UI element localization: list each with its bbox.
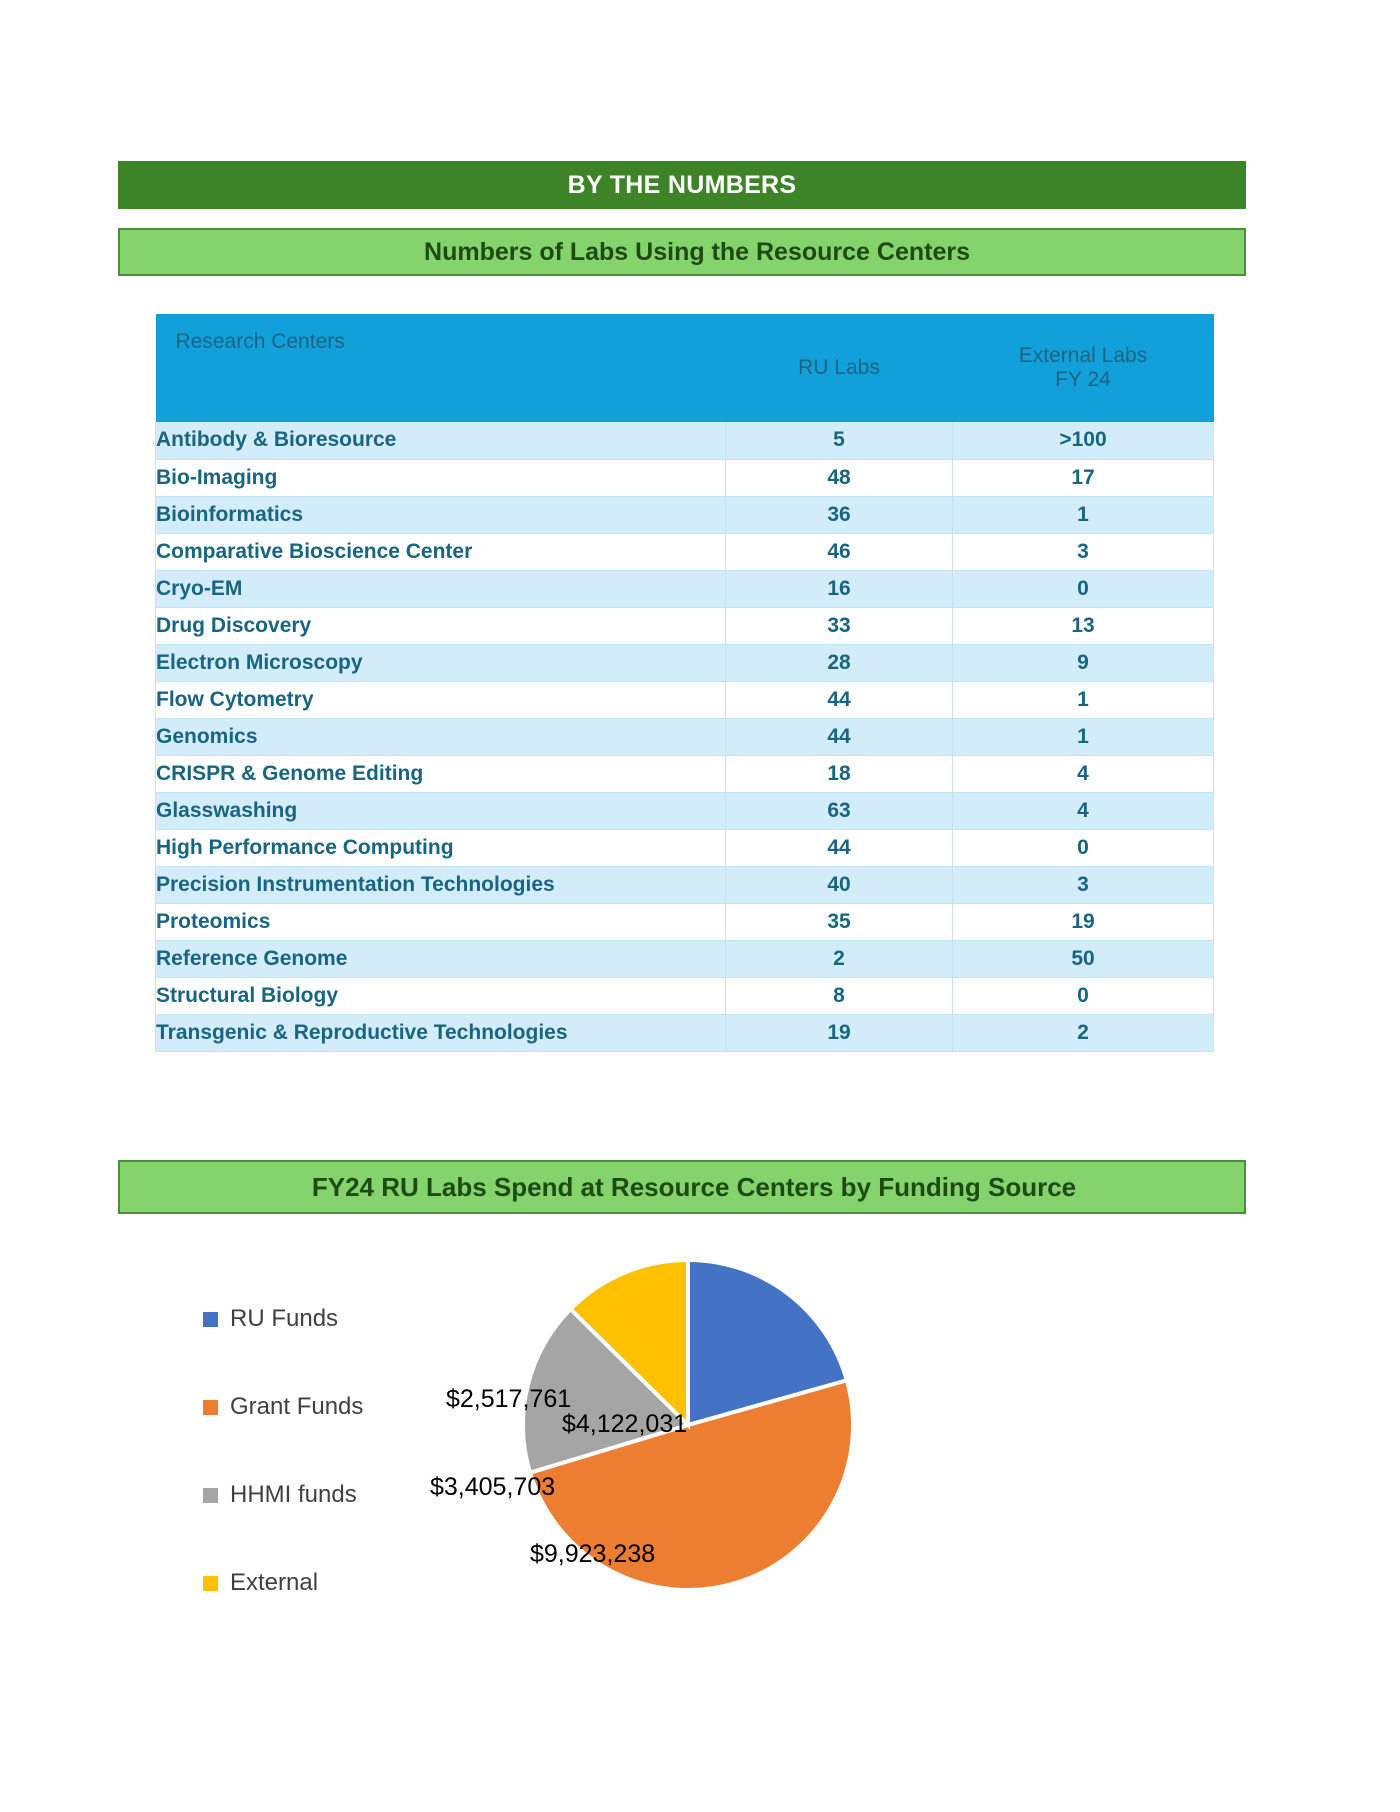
cell-ru-labs: 36 <box>726 496 953 533</box>
legend-item <box>203 1275 433 1363</box>
table-row <box>156 940 1214 977</box>
cell-ru-labs: 5 <box>726 422 953 459</box>
cell-ru-labs: 19 <box>726 1014 953 1051</box>
table-row <box>156 1014 1214 1051</box>
table-body <box>156 422 1214 1051</box>
cell-external-labs: 9 <box>953 644 1214 681</box>
cell-ru-labs: 35 <box>726 903 953 940</box>
cell-external-labs: 3 <box>953 533 1214 570</box>
resource-centers-table <box>155 314 1214 1052</box>
cell-research-center: Reference Genome <box>156 940 726 977</box>
cell-external-labs: 0 <box>953 829 1214 866</box>
table-subtitle: Numbers of Labs Using the Resource Centers <box>424 238 970 266</box>
legend-swatch-icon <box>203 1400 218 1415</box>
cell-external-labs: 3 <box>953 866 1214 903</box>
table-row <box>156 718 1214 755</box>
cell-research-center: Electron Microscopy <box>156 644 726 681</box>
labs-using-resource-centers-banner <box>118 228 1246 276</box>
cell-external-labs: 13 <box>953 607 1214 644</box>
column-header-external-labs-line2: FY 24 <box>1055 368 1111 391</box>
cell-external-labs: 17 <box>953 459 1214 496</box>
table-row <box>156 422 1214 459</box>
cell-ru-labs: 44 <box>726 829 953 866</box>
legend-label: Grant Funds <box>230 1393 364 1420</box>
cell-ru-labs: 33 <box>726 607 953 644</box>
cell-research-center: CRISPR & Genome Editing <box>156 755 726 792</box>
column-header-ru-labs: RU Labs <box>726 314 953 422</box>
column-header-external-labs <box>953 314 1214 422</box>
funding-pie-chart <box>118 1255 1246 1635</box>
cell-ru-labs: 63 <box>726 792 953 829</box>
legend-label: External <box>230 1569 319 1596</box>
cell-external-labs: 1 <box>953 496 1214 533</box>
table-row <box>156 459 1214 496</box>
cell-research-center: Precision Instrumentation Technologies <box>156 866 726 903</box>
legend-label: HHMI funds <box>230 1481 357 1508</box>
legend-swatch-icon <box>203 1576 218 1591</box>
column-header-research-centers: Research Centers <box>156 314 726 422</box>
pie-legend <box>203 1275 433 1627</box>
table-row <box>156 829 1214 866</box>
funding-source-banner <box>118 1160 1246 1214</box>
cell-research-center: Genomics <box>156 718 726 755</box>
legend-swatch-icon <box>203 1488 218 1503</box>
cell-research-center: Bioinformatics <box>156 496 726 533</box>
table-header-row <box>156 314 1214 422</box>
cell-research-center: Drug Discovery <box>156 607 726 644</box>
cell-research-center: Flow Cytometry <box>156 681 726 718</box>
table-row <box>156 866 1214 903</box>
cell-research-center: Bio-Imaging <box>156 459 726 496</box>
by-the-numbers-banner <box>118 161 1246 209</box>
cell-research-center: Transgenic & Reproductive Technologies <box>156 1014 726 1051</box>
cell-ru-labs: 18 <box>726 755 953 792</box>
pie-label-external: $2,517,761 <box>446 1385 572 1413</box>
pie-label-hhmi-funds: $3,405,703 <box>430 1473 556 1501</box>
table-row <box>156 644 1214 681</box>
cell-ru-labs: 16 <box>726 570 953 607</box>
cell-ru-labs: 2 <box>726 940 953 977</box>
cell-external-labs: 4 <box>953 755 1214 792</box>
cell-research-center: Comparative Bioscience Center <box>156 533 726 570</box>
cell-research-center: Cryo-EM <box>156 570 726 607</box>
legend-item <box>203 1363 433 1451</box>
cell-external-labs: 50 <box>953 940 1214 977</box>
cell-external-labs: >100 <box>953 422 1214 459</box>
cell-external-labs: 0 <box>953 977 1214 1014</box>
cell-external-labs: 2 <box>953 1014 1214 1051</box>
table-row <box>156 903 1214 940</box>
table-row <box>156 755 1214 792</box>
cell-ru-labs: 28 <box>726 644 953 681</box>
table-row <box>156 792 1214 829</box>
legend-label: RU Funds <box>230 1305 339 1332</box>
cell-external-labs: 4 <box>953 792 1214 829</box>
cell-ru-labs: 44 <box>726 681 953 718</box>
legend-item <box>203 1451 433 1539</box>
column-header-external-labs-line1: External Labs <box>1018 344 1148 367</box>
resource-centers-table-wrap <box>155 314 1213 1052</box>
cell-external-labs: 0 <box>953 570 1214 607</box>
cell-ru-labs: 8 <box>726 977 953 1014</box>
cell-ru-labs: 48 <box>726 459 953 496</box>
cell-research-center: Glasswashing <box>156 792 726 829</box>
pie-label-ru-funds: $4,122,031 <box>562 1410 688 1438</box>
pie-chart-title: FY24 RU Labs Spend at Resource Centers by Funding Source <box>311 1172 1077 1202</box>
cell-ru-labs: 44 <box>726 718 953 755</box>
cell-external-labs: 1 <box>953 681 1214 718</box>
pie-label-grant-funds: $9,923,238 <box>530 1540 656 1568</box>
cell-research-center: Antibody & Bioresource <box>156 422 726 459</box>
cell-ru-labs: 46 <box>726 533 953 570</box>
cell-research-center: Proteomics <box>156 903 726 940</box>
legend-swatch-icon <box>203 1312 218 1327</box>
table-row <box>156 607 1214 644</box>
cell-external-labs: 19 <box>953 903 1214 940</box>
cell-research-center: High Performance Computing <box>156 829 726 866</box>
table-row <box>156 681 1214 718</box>
table-row <box>156 977 1214 1014</box>
cell-research-center: Structural Biology <box>156 977 726 1014</box>
table-row <box>156 496 1214 533</box>
table-row <box>156 533 1214 570</box>
cell-ru-labs: 40 <box>726 866 953 903</box>
table-row <box>156 570 1214 607</box>
cell-external-labs: 1 <box>953 718 1214 755</box>
page-title: BY THE NUMBERS <box>567 171 797 199</box>
legend-item <box>203 1539 433 1627</box>
